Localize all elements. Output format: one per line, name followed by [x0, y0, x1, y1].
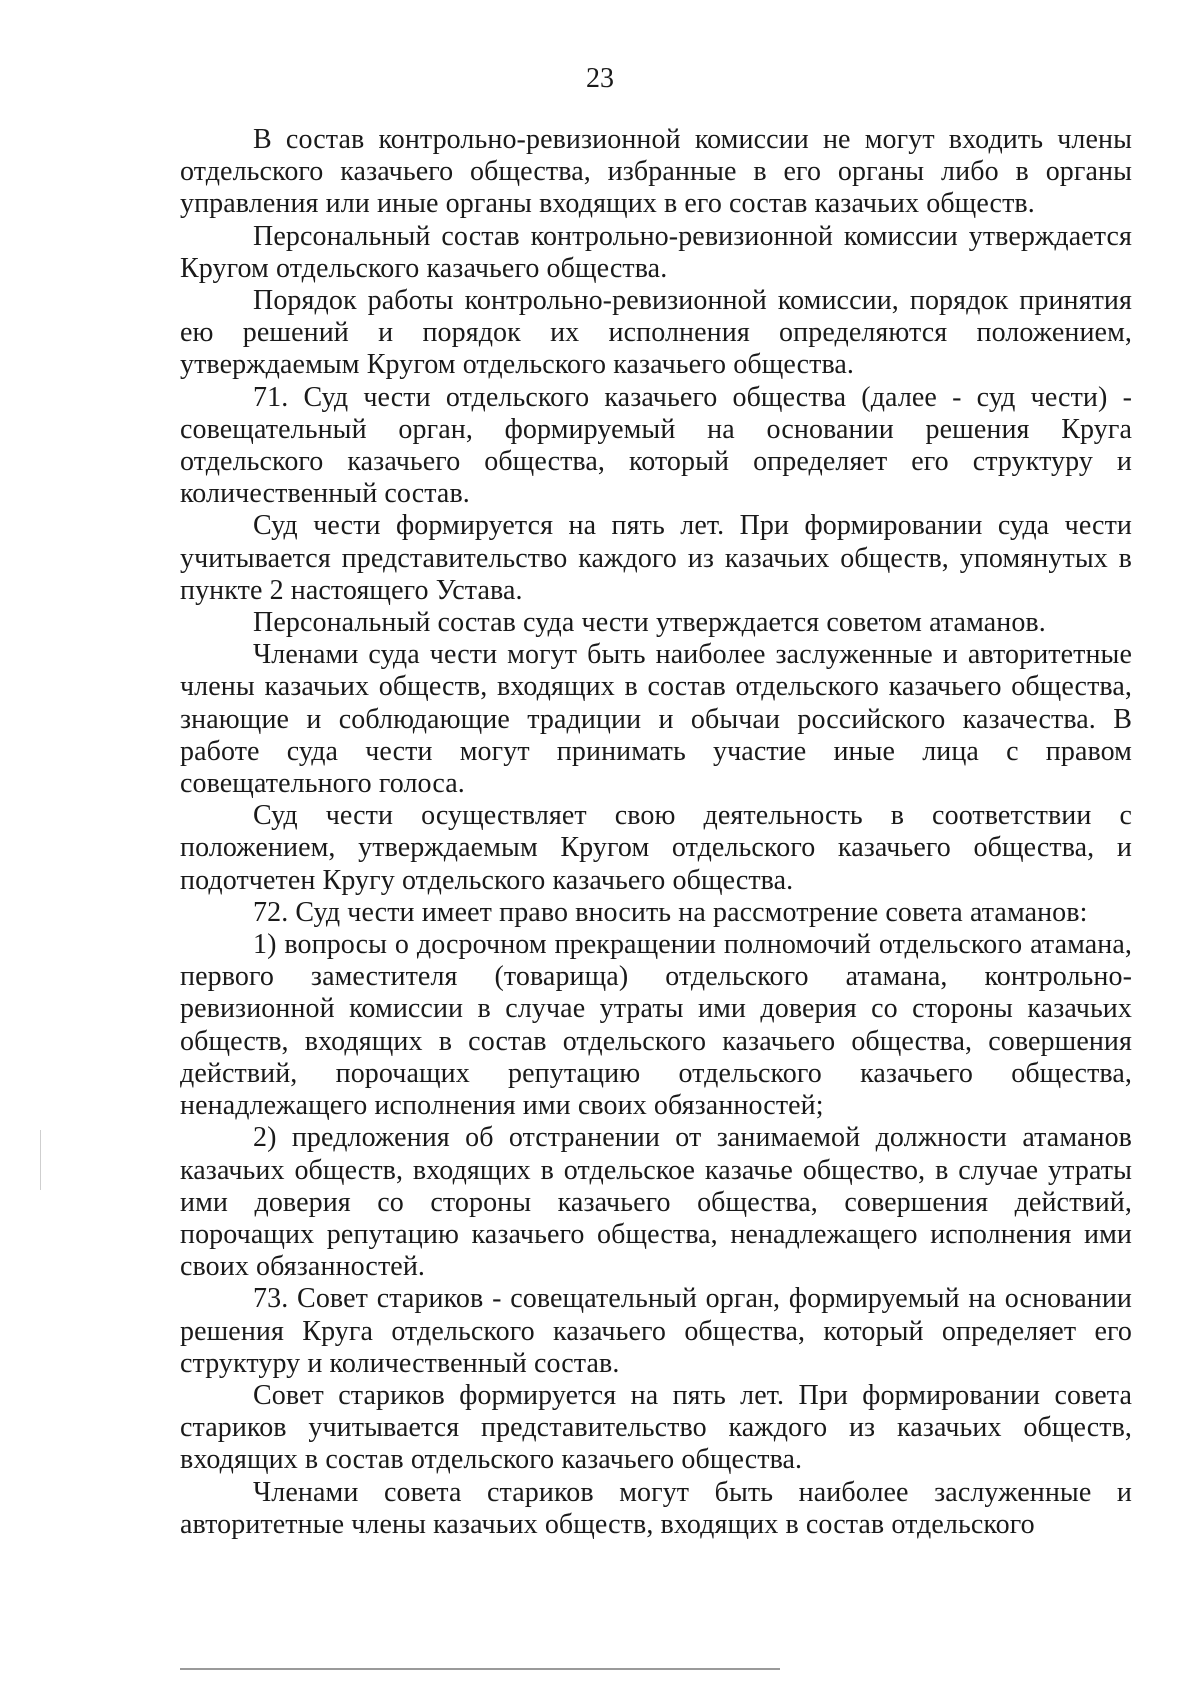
paragraph: Персональный состав суда чести утверждается советом атаманов. — [253, 607, 1046, 639]
paragraph: В состав контрольно-ревизионной комиссии не могут входить члены отдельского казачьего общества, избранные в его органы либо в органы управления или иные органы входящих в его состав казачьих обществ. — [180, 124, 1132, 220]
paragraph: Персональный состав контрольно-ревизионной комиссии утверждается Кругом отдельского казачьего общества. — [180, 220, 1132, 284]
bottom-rule — [180, 1668, 780, 1670]
scan-artifact — [40, 1130, 41, 1190]
document-body — [180, 124, 1132, 1541]
paragraph: 72. Суд чести имеет право вносить на рассмотрение совета атаманов: — [253, 896, 1088, 928]
paragraph: Суд чести формируется на пять лет. При формировании суда чести учитывается представительство каждого из казачьих обществ, упомянутых в пункте 2 настоящего Устава. — [180, 510, 1132, 606]
paragraph: Членами совета стариков могут быть наиболее заслуженные и авторитетные члены казачьих обществ, входящих в состав отдельского — [180, 1476, 1132, 1540]
paragraph: 1) вопросы о досрочном прекращении полномочий отдельского атамана, первого заместителя (товарища) отдельского атамана, контрольно-ревизионной комиссии в случае утраты ими доверия со стороны казачьих обществ, входящих в состав отдельского казачьего общества, совершения действий, порочащих репутацию отдельского казачьего общества, ненадлежащего исполнения ими своих обязанностей; — [180, 929, 1132, 1122]
paragraph: 2) предложения об отстранении от занимаемой должности атаманов казачьих обществ, входящих в отдельское казачье общество, в случае утраты ими доверия со стороны казачьего общества, совершения действий, порочащих репутацию казачьего общества, ненадлежащего исполнения ими своих обязанностей. — [180, 1122, 1132, 1283]
paragraph: 73. Совет стариков - совещательный орган, формируемый на основании решения Круга отдельского казачьего общества, который определяет его структуру и количественный состав. — [180, 1283, 1132, 1379]
paragraph: 71. Суд чести отдельского казачьего общества (далее - суд чести) - совещательный орган, формируемый на основании решения Круга отдельского казачьего общества, который определяет его структуру и количественный состав. — [180, 381, 1132, 510]
page-number: 23 — [586, 63, 614, 94]
paragraph: Членами суда чести могут быть наиболее заслуженные и авторитетные члены казачьих обществ, входящих в состав отдельского казачьего общества, знающие и соблюдающие традиции и обычаи российского казачества. В работе суда чести могут принимать участие иные лица с правом совещательного голоса. — [180, 639, 1132, 800]
paragraph: Совет стариков формируется на пять лет. При формировании совета стариков учитывается представительство каждого из казачьих обществ, входящих в состав отдельского казачьего общества. — [180, 1379, 1132, 1476]
paragraph: Порядок работы контрольно-ревизионной комиссии, порядок принятия ею решений и порядок их исполнения определяются положением, утверждаемым Кругом отдельского казачьего общества. — [180, 285, 1132, 381]
paragraph: Суд чести осуществляет свою деятельность в соответствии с положением, утверждаемым Кругом отдельского казачьего общества, и подотчетен Кругу отдельского казачьего общества. — [180, 800, 1132, 896]
